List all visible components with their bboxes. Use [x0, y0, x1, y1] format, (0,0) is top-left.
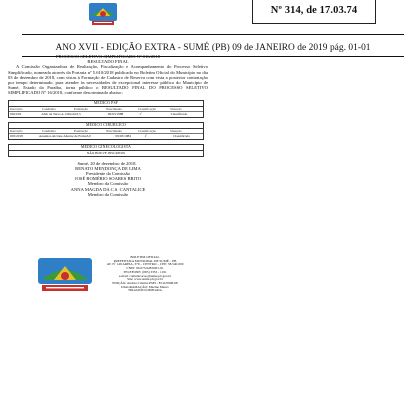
results-table-medico-cirurgico: [8, 122, 204, 140]
table-header-cell: Nascimento: [106, 128, 123, 133]
table-cell: 3,0: [86, 134, 91, 139]
table-title: MÉDICO PSF: [9, 101, 203, 107]
imprint-block: [90, 256, 200, 293]
table-cell: Assuntos Alcione Ahorne de Farias: [38, 134, 87, 139]
signature-block: [8, 161, 208, 197]
imprint-line: e-mail: comunicacao@sume.pb.gov.br: [118, 273, 172, 278]
signature-line: Membro da Comissão: [87, 191, 129, 197]
law-number-box: [252, 0, 376, 24]
table-row: [9, 134, 203, 139]
table-header-row: [9, 129, 203, 134]
table-header-cell: Situação: [170, 106, 182, 111]
table-cell: 09/03/1984: [115, 134, 131, 139]
table-cell: 1º: [139, 112, 142, 117]
table-header-cell: Nascimento: [106, 106, 123, 111]
document-subheading: RESULTADO FINAL: [87, 59, 129, 65]
imprint-line: DIAGRAMAÇÃO: Mazine Mauro: [121, 284, 169, 289]
results-table-medico-psf: [8, 100, 204, 118]
results-table-medico-ginecologista: [8, 144, 204, 157]
imprint-line: CNPJ: 09.073.628/0001-91: [126, 266, 164, 271]
imprint-line: Site: www.sume.pb.gov.br: [127, 277, 163, 282]
signature-line: Membro da Comissão: [87, 181, 129, 187]
table-header-cell: Pontuação: [74, 106, 89, 111]
table-cell: Classificado: [170, 112, 188, 117]
law-number: Nº 314, de 17.03.74: [270, 5, 358, 16]
signature-line: RENATO MENDONÇA DE LIMA: [75, 165, 141, 171]
table-row: [9, 112, 203, 117]
imprint-line: TIRAGEM ILIMITADA: [128, 288, 162, 293]
table-header-cell: Inscrição: [10, 128, 23, 133]
masthead-text: ANO XVII - EDIÇÃO EXTRA - SUMÉ (PB) 09 de JANEIRO de 2019 pág. 01-01: [55, 43, 371, 53]
imprint-line: AV. Nº 149 AREIA, 379 – CENTRO – CEP: 58.540-000: [106, 262, 184, 267]
table-header-cell: Candidato: [42, 128, 56, 133]
table-cell: 1º: [144, 134, 148, 139]
document-column: [8, 54, 208, 197]
table-header-cell: Situação: [170, 128, 182, 133]
document-heading: PROCESSO SELETIVO SIMPLIFICADO Nº 016/2018: [55, 54, 161, 59]
imprint-line: BOLETIM OFICIAL: [130, 255, 160, 259]
municipal-crest-logo: [84, 0, 122, 28]
table-header-cell: Pontuação: [74, 128, 89, 133]
table-header-cell: Classificação: [138, 128, 157, 133]
signature-date: Sumé, 20 de dezembro de 2018.: [77, 160, 137, 166]
table-cell: 003/2018: [10, 134, 23, 139]
municipal-crest-logo-footer: [36, 256, 94, 296]
table-header-cell: Classificação: [138, 106, 157, 111]
table-cell: Classificado: [173, 134, 190, 139]
table-title: MÉDICO CIRÚRGICO: [9, 123, 203, 129]
imprint-line: EDIÇÃO: Andrea Cristina PMS / ECO/0098-08: [112, 280, 178, 285]
table-header-cell: Inscrição: [10, 106, 23, 111]
table-header-cell: Candidato: [42, 106, 56, 111]
table-cell: 09/03/1988: [107, 112, 124, 117]
signature-line: JOSÉ ROMÉRIO SOARES BRITO: [74, 176, 142, 182]
table-row: [9, 151, 203, 156]
intro-paragraph: A Comissão Organizadora de Realização, Fiscalização e Acompanhamento do Processo Seletivo Simplificado, nomeada através da Portaria nº 5.610/2018 publicado no Boletim Oficial do Município no dia 03 de dezembro de 2018, com vistas à Formação de Cadastro de Reserva com vista a posterior contratação por tempo determinado, para atender às necessidades de excepcional interesse público do Município de Sumé, Estado da Paraíba, torna público o RESULTADO FINAL DO PROCESSO SELETIVO SIMPLIFICADO Nº 16/2018, conforme descriminado abaixo:: [8, 64, 208, 96]
table-cell: 3,5: [76, 112, 81, 117]
signature-line: ANNA MAGDA DA C.S. CANTALICE: [70, 186, 146, 192]
table-cell: 002/018: [10, 112, 22, 117]
signature-line: Presidente da Comissão: [86, 171, 130, 176]
table-empty-note: NÃO HOUVE INSCRITOS: [86, 151, 126, 155]
imprint-line: PREFEITURA MUNICIPAL DE SUMÉ – PB: [113, 258, 177, 263]
table-cell: Aldo de Tarso A. Oliveira: [41, 112, 77, 117]
imprint-line: TELEFONE: (083) 3353 - 1191: [123, 269, 167, 274]
table-title: MÉDICO GINECOLOGISTA: [9, 145, 203, 151]
table-header-row: [9, 107, 203, 112]
